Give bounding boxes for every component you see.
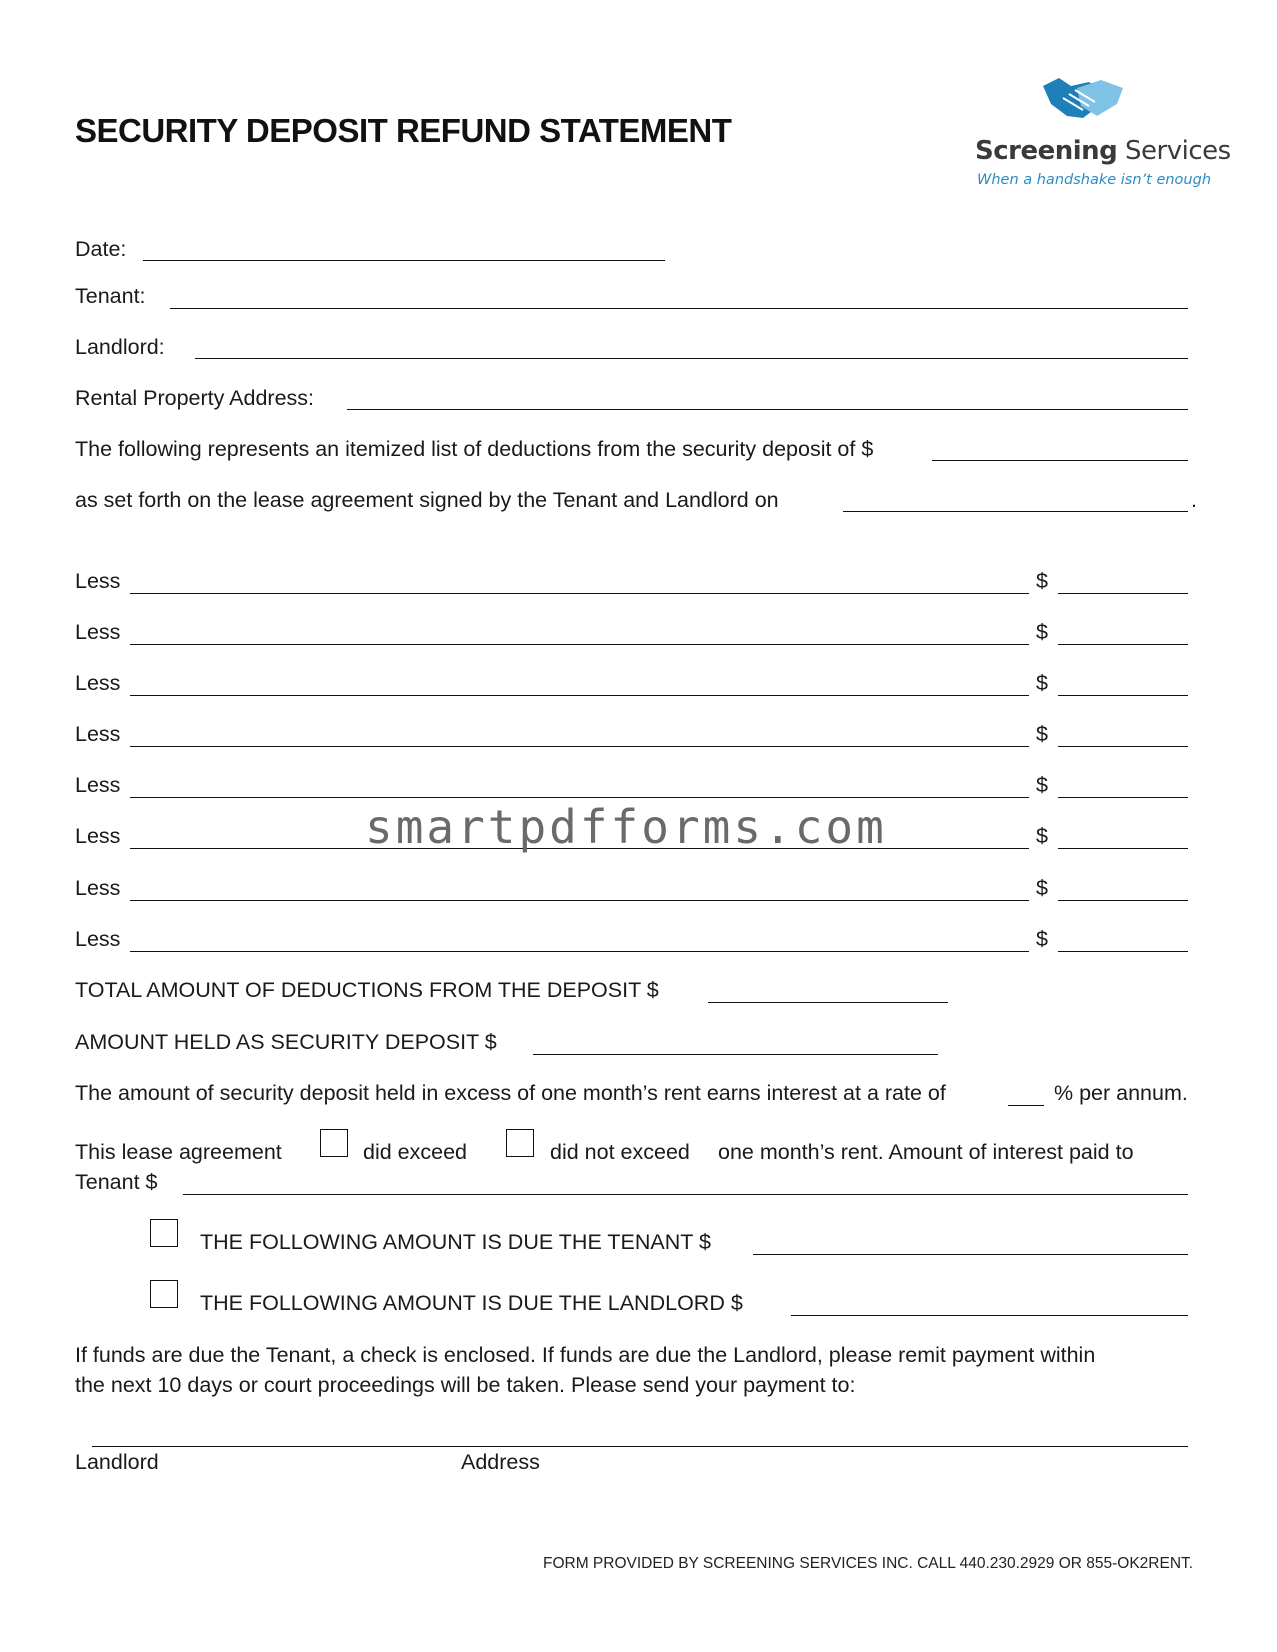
deduction-currency: $ xyxy=(1036,773,1048,797)
deduction-amount-field[interactable] xyxy=(1058,878,1188,901)
deduction-description-field[interactable] xyxy=(130,571,1029,594)
deduction-label: Less xyxy=(75,773,121,797)
landlord-label: Landlord: xyxy=(75,335,165,359)
exceed-rest-text: one month’s rent. Amount of interest paid to xyxy=(718,1140,1134,1164)
deduction-description-field[interactable] xyxy=(130,775,1029,798)
address-label: Rental Property Address: xyxy=(75,386,315,410)
date-field[interactable] xyxy=(143,238,665,261)
due-landlord-label: THE FOLLOWING AMOUNT IS DUE THE LANDLORD $ xyxy=(200,1291,743,1315)
signature-address-label: Address xyxy=(461,1450,540,1474)
did-not-exceed-checkbox[interactable] xyxy=(506,1129,534,1157)
due-landlord-field[interactable] xyxy=(791,1293,1188,1316)
did-exceed-checkbox[interactable] xyxy=(320,1129,348,1157)
deduction-amount-field[interactable] xyxy=(1058,724,1188,747)
tenant-field[interactable] xyxy=(170,286,1188,309)
deduction-currency: $ xyxy=(1036,620,1048,644)
due-landlord-checkbox[interactable] xyxy=(150,1280,178,1308)
total-deductions-field[interactable] xyxy=(708,980,948,1003)
deduction-description-field[interactable] xyxy=(130,929,1029,952)
deduction-currency: $ xyxy=(1036,569,1048,593)
deduction-description-field[interactable] xyxy=(130,622,1029,645)
form-title: SECURITY DEPOSIT REFUND STATEMENT xyxy=(75,112,732,149)
company-logo xyxy=(975,76,1231,191)
deduction-description-field[interactable] xyxy=(130,724,1029,747)
landlord-field[interactable] xyxy=(195,336,1188,359)
lease-period: . xyxy=(1191,488,1197,512)
deduction-currency: $ xyxy=(1036,927,1048,951)
did-exceed-label: did exceed xyxy=(363,1140,467,1164)
did-not-exceed-label: did not exceed xyxy=(550,1140,690,1164)
lease-text: as set forth on the lease agreement signed by the Tenant and Landlord on xyxy=(75,488,779,512)
deduction-amount-field[interactable] xyxy=(1058,622,1188,645)
deduction-amount-field[interactable] xyxy=(1058,775,1188,798)
total-deductions-label: TOTAL AMOUNT OF DEDUCTIONS FROM THE DEPOSIT $ xyxy=(75,978,659,1002)
deduction-currency: $ xyxy=(1036,671,1048,695)
funds-text-line2: the next 10 days or court proceedings will be taken. Please send your payment to: xyxy=(75,1373,856,1397)
deduction-label: Less xyxy=(75,569,121,593)
interest-text: The amount of security deposit held in excess of one month’s rent earns interest at a rate of xyxy=(75,1081,946,1105)
deduction-label: Less xyxy=(75,671,121,695)
due-tenant-checkbox[interactable] xyxy=(150,1219,178,1247)
interest-rate-field[interactable] xyxy=(1008,1083,1044,1106)
footer-text: FORM PROVIDED BY SCREENING SERVICES INC. CALL 440.230.2929 OR 855-OK2RENT. xyxy=(543,1555,1194,1572)
deduction-currency: $ xyxy=(1036,824,1048,848)
deduction-label: Less xyxy=(75,620,121,644)
address-field[interactable] xyxy=(347,387,1188,410)
deposit-amount-field[interactable] xyxy=(932,438,1188,461)
interest-text-end: % per annum. xyxy=(1054,1081,1188,1105)
amount-held-label: AMOUNT HELD AS SECURITY DEPOSIT $ xyxy=(75,1030,497,1054)
deduction-currency: $ xyxy=(1036,876,1048,900)
handshake-icon xyxy=(1037,76,1127,124)
deduction-amount-field[interactable] xyxy=(1058,571,1188,594)
funds-text-line1: If funds are due the Tenant, a check is enclosed. If funds are due the Landlord, please remit payment within xyxy=(75,1343,1096,1367)
tenant-interest-field[interactable] xyxy=(183,1172,1188,1195)
deduction-currency: $ xyxy=(1036,722,1048,746)
brand-name: Screening Services xyxy=(975,136,1231,166)
date-label: Date: xyxy=(75,237,127,261)
tenant-label: Tenant: xyxy=(75,284,146,308)
deduction-description-field[interactable] xyxy=(130,673,1029,696)
signature-line[interactable] xyxy=(92,1424,1188,1447)
deduction-label: Less xyxy=(75,824,121,848)
deduction-amount-field[interactable] xyxy=(1058,826,1188,849)
brand-tagline: When a handshake isn’t enough xyxy=(977,172,1212,188)
lease-agreement-label: This lease agreement xyxy=(75,1140,282,1164)
itemized-text: The following represents an itemized list of deductions from the security deposit of $ xyxy=(75,437,874,461)
watermark: smartpdfforms.com xyxy=(365,800,887,854)
deduction-label: Less xyxy=(75,876,121,900)
deduction-label: Less xyxy=(75,722,121,746)
signature-landlord-label: Landlord xyxy=(75,1450,159,1474)
deduction-amount-field[interactable] xyxy=(1058,673,1188,696)
due-tenant-field[interactable] xyxy=(753,1232,1188,1255)
deduction-amount-field[interactable] xyxy=(1058,929,1188,952)
amount-held-field[interactable] xyxy=(533,1032,938,1055)
lease-date-field[interactable] xyxy=(843,489,1188,512)
due-tenant-label: THE FOLLOWING AMOUNT IS DUE THE TENANT $ xyxy=(200,1230,711,1254)
deduction-description-field[interactable] xyxy=(130,878,1029,901)
tenant-interest-label: Tenant $ xyxy=(75,1170,158,1194)
deduction-label: Less xyxy=(75,927,121,951)
